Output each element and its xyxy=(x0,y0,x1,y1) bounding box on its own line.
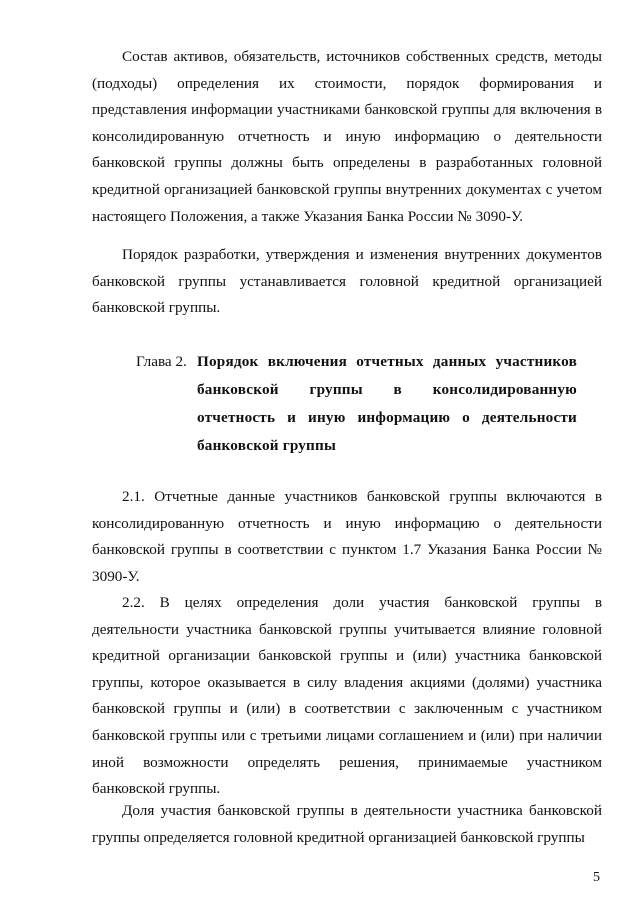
chapter-label: Глава 2. xyxy=(136,353,187,370)
paragraph-2-1: 2.1. Отчетные данные участников банковской группы включаются в консолидированную отчетность и иную информацию о деятельности банковской группы в соответствии с пунктом 1.7 Указания Банка России № 3090-У. xyxy=(92,488,602,585)
page-number: 5 xyxy=(593,870,600,885)
chapter-title: Порядок включения отчетных данных участников банковской группы в консолидированную отчетность и иную информацию о деятельности банковской группы xyxy=(197,353,577,454)
paragraph-internal-documents-procedure: Порядок разработки, утверждения и изменения внутренних документов банковской группы устанавливается головной кредитной организацией банковской группы. xyxy=(92,246,602,317)
paragraph-composition-of-assets: Состав активов, обязательств, источников собственных средств, методы (подходы) определения их стоимости, порядок формирования и представления информации участниками банковской группы для включения в консолидированную отчетность и иную информацию о деятельности банковской группы должны быть определены в разработанных головной кредитной организацией банковской группы внутренних документах с учетом настоящего Положения, а также Указания Банка России № 3090-У. xyxy=(92,48,602,225)
paragraph-share-of-participation: Доля участия банковской группы в деятельности участника банковской группы определяется головной кредитной организацией банковской группы xyxy=(92,802,602,846)
paragraph-2-2: 2.2. В целях определения доли участия банковской группы в деятельности участника банковской группы учитывается влияние головной кредитной организации банковской группы и (или) участника банковской группы, которое оказывается в силу владения акциями (долями) участника банковской группы и (или) в соответствии с заключенным с участником банковской группы или с третьими лицами соглашением и (или) при наличии иной возможности определять решения, принимаемые участником банковской группы. xyxy=(92,594,602,798)
